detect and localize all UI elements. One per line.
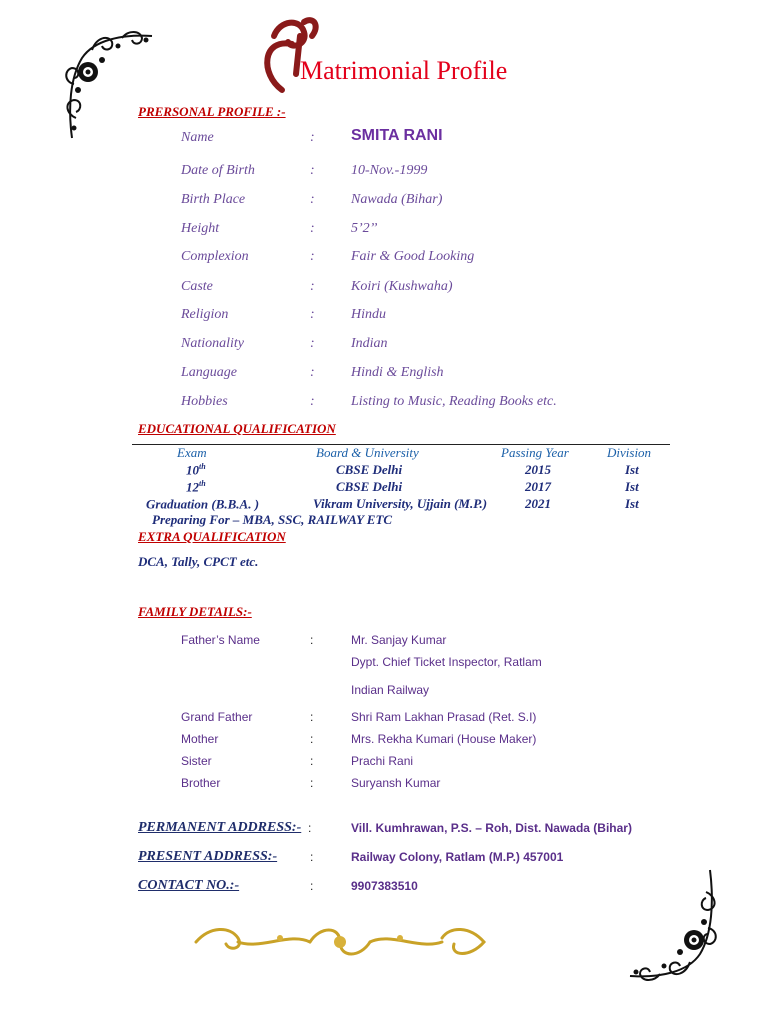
- father-employer: Indian Railway: [351, 683, 430, 697]
- colon: :: [310, 879, 314, 893]
- exam-suffix: th: [199, 462, 206, 471]
- exam-text: Graduation (B.B.A. ): [146, 496, 260, 512]
- field-label: Language: [181, 365, 237, 380]
- colon: :: [310, 754, 314, 768]
- family-label: Grand Father: [181, 710, 253, 724]
- field-label: Height: [181, 221, 220, 236]
- family-label: Mother: [181, 732, 219, 746]
- name-value: SMITA RANI: [351, 127, 443, 144]
- floral-corner-icon: [62, 28, 158, 140]
- personal-heading: PRERSONAL PROFILE :-: [138, 104, 286, 119]
- colon: :: [310, 221, 315, 236]
- permanent-address-label: PERMANENT ADDRESS:-: [138, 820, 302, 835]
- col-header-year: Passing Year: [501, 445, 569, 460]
- exam-suffix: th: [199, 479, 206, 488]
- exam-cell: [186, 479, 206, 495]
- field-value: 5’2’’: [351, 221, 378, 236]
- field-label: Hobbies: [181, 394, 228, 409]
- education-heading: EDUCATIONAL QUALIFICATION: [138, 421, 336, 436]
- field-value: Koiri (Kushwaha): [351, 279, 453, 294]
- colon: :: [310, 249, 315, 264]
- field-label: Caste: [181, 279, 213, 294]
- field-label: Religion: [181, 307, 229, 322]
- family-label: Sister: [181, 754, 212, 768]
- year-cell: 2017: [525, 479, 551, 494]
- field-value: Hindi & English: [351, 365, 444, 380]
- colon: :: [310, 850, 314, 864]
- preparing-text: Preparing For – MBA, SSC, RAILWAY ETC: [152, 512, 393, 527]
- colon: :: [310, 365, 315, 380]
- board-cell: CBSE Delhi: [336, 479, 403, 494]
- contact-value: 9907383510: [351, 879, 418, 893]
- family-label: Brother: [181, 776, 221, 790]
- contact-label: CONTACT NO.:-: [138, 878, 240, 893]
- field-value: Fair & Good Looking: [351, 249, 475, 264]
- col-header-division: Division: [607, 445, 652, 460]
- page-title: Matrimonial Profile: [300, 56, 508, 85]
- col-header-exam: Exam: [177, 445, 207, 460]
- division-cell: Ist: [625, 462, 639, 477]
- colon: :: [310, 336, 315, 351]
- division-cell: Ist: [625, 496, 639, 511]
- family-value: Mrs. Rekha Kumari (House Maker): [351, 732, 537, 746]
- colon: :: [310, 307, 315, 322]
- field-value: Indian: [351, 336, 388, 351]
- field-value: 10-Nov.-1999: [351, 163, 428, 178]
- colon: :: [310, 163, 315, 178]
- family-value: Prachi Rani: [351, 754, 414, 768]
- exam-cell: [186, 462, 206, 478]
- family-value: Suryansh Kumar: [351, 776, 441, 790]
- field-value: Hindu: [351, 307, 386, 322]
- exam-text: 12: [186, 479, 199, 495]
- present-address-label: PRESENT ADDRESS:-: [138, 849, 278, 864]
- floral-corner-icon: [624, 868, 720, 986]
- field-label: Birth Place: [181, 192, 246, 207]
- family-value: Shri Ram Lakhan Prasad (Ret. S.I): [351, 710, 537, 724]
- father-occupation: Dypt. Chief Ticket Inspector, Ratlam: [351, 655, 542, 669]
- colon: :: [310, 192, 315, 207]
- exam-text: 10: [186, 462, 199, 478]
- permanent-address-value: Vill. Kumhrawan, P.S. – Roh, Dist. Nawada (Bihar): [351, 821, 632, 835]
- division-cell: Ist: [625, 479, 639, 494]
- field-label: Complexion: [181, 249, 249, 264]
- father-name: Mr. Sanjay Kumar: [351, 633, 447, 647]
- field-value: Listing to Music, Reading Books etc.: [351, 394, 557, 409]
- year-cell: 2021: [525, 496, 551, 511]
- extra-text: DCA, Tally, CPCT etc.: [138, 554, 259, 569]
- father-label: Father’s Name: [181, 633, 260, 647]
- col-header-board: Board & University: [316, 445, 419, 460]
- field-label: Nationality: [181, 336, 244, 351]
- board-cell: CBSE Delhi: [336, 462, 403, 477]
- colon: :: [310, 710, 314, 724]
- colon: :: [310, 130, 315, 145]
- year-cell: 2015: [525, 462, 551, 477]
- family-heading: FAMILY DETAILS:-: [138, 604, 252, 619]
- present-address-value: Railway Colony, Ratlam (M.P.) 457001: [351, 850, 564, 864]
- name-label: Name: [181, 130, 214, 145]
- field-label: Date of Birth: [181, 163, 255, 178]
- field-value: Nawada (Bihar): [351, 192, 443, 207]
- colon: :: [310, 279, 315, 294]
- colon: :: [310, 732, 314, 746]
- colon: :: [310, 394, 315, 409]
- exam-cell: [146, 496, 259, 512]
- extra-heading: EXTRA QUALIFICATION: [138, 529, 286, 544]
- gold-scroll-divider-icon: [190, 920, 490, 964]
- board-cell: Vikram University, Ujjain (M.P.): [313, 496, 488, 511]
- colon: :: [310, 633, 314, 647]
- colon: :: [310, 776, 314, 790]
- colon: :: [308, 821, 312, 835]
